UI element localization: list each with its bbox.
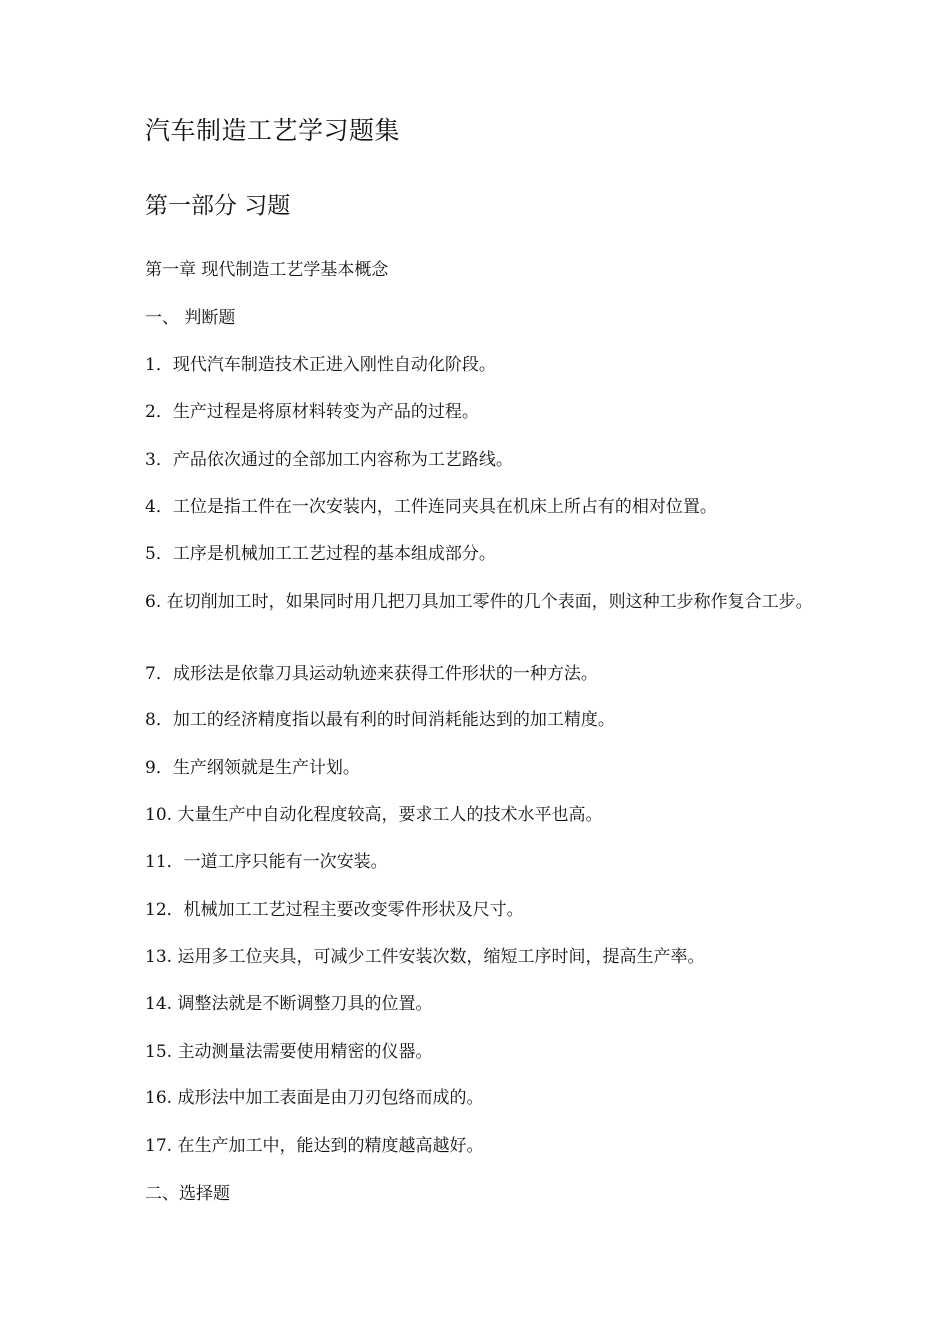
- list-item: 1．现代汽车制造技术正进入刚性自动化阶段。: [145, 355, 496, 375]
- list-item: 4．工位是指工件在一次安装内，工件连同夹具在机床上所占有的相对位置。: [145, 497, 717, 517]
- list-item: 6. 在切削加工时，如果同时用几把刀具加工零件的几个表面，则这种工步称作复合工步。: [145, 592, 813, 612]
- list-item: 13. 运用多工位夹具，可减少工件安装次数，缩短工序时间，提高生产率。: [145, 947, 705, 967]
- section-heading-true-false: 一、 判断题: [145, 308, 236, 328]
- list-item: 9．生产纲领就是生产计划。: [145, 758, 360, 778]
- document-title: 汽车制造工艺学习题集: [145, 116, 401, 145]
- list-item: 10. 大量生产中自动化程度较高，要求工人的技术水平也高。: [145, 805, 603, 825]
- list-item: 3．产品依次通过的全部加工内容称为工艺路线。: [145, 450, 513, 470]
- list-item: 8．加工的经济精度指以最有利的时间消耗能达到的加工精度。: [145, 710, 615, 730]
- part-title: 第一部分 习题: [145, 193, 291, 219]
- list-item: 14. 调整法就是不断调整刀具的位置。: [145, 994, 433, 1014]
- list-item: 11．一道工序只能有一次安装。: [145, 852, 388, 872]
- list-item: 5．工序是机械加工工艺过程的基本组成部分。: [145, 544, 496, 564]
- chapter-title: 第一章 现代制造工艺学基本概念: [145, 260, 389, 280]
- section-heading-multiple-choice: 二、选择题: [145, 1184, 230, 1204]
- list-item: 15. 主动测量法需要使用精密的仪器。: [145, 1042, 433, 1062]
- list-item: 7．成形法是依靠刀具运动轨迹来获得工件形状的一种方法。: [145, 664, 598, 684]
- list-item: 16. 成形法中加工表面是由刀刃包络而成的。: [145, 1088, 484, 1108]
- list-item: 17. 在生产加工中，能达到的精度越高越好。: [145, 1136, 484, 1156]
- list-item: 12．机械加工工艺过程主要改变零件形状及尺寸。: [145, 900, 524, 920]
- list-item: 2．生产过程是将原材料转变为产品的过程。: [145, 402, 479, 422]
